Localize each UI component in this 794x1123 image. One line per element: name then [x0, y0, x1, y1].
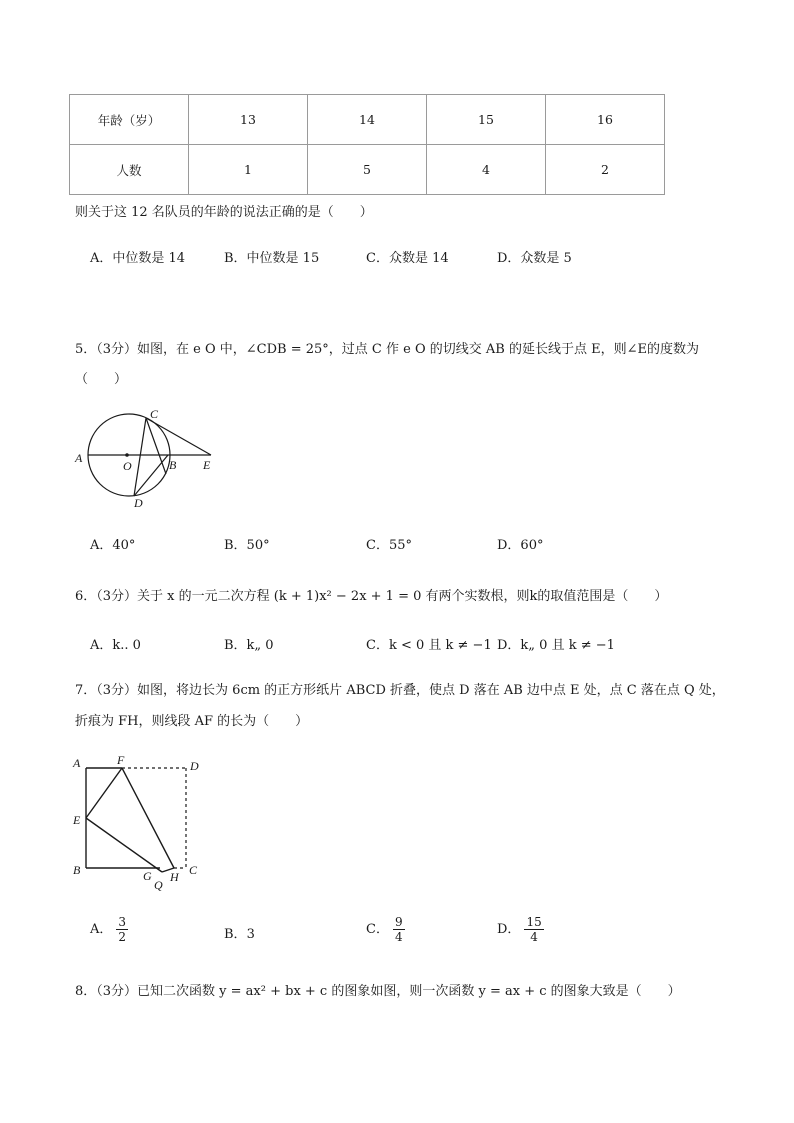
label-c: C [189, 863, 198, 877]
q5-option-a[interactable]: A．40° [90, 538, 136, 553]
q4-option-b[interactable]: B．中位数是 15 [224, 251, 320, 266]
table-cell: 4 [427, 145, 546, 195]
table-cell: 16 [546, 95, 665, 145]
q8-stem: 8．（3分）已知二次函数 y = ax² + bx + c 的图象如图，则一次函数 y = ax + c 的图象大致是（ ） [75, 984, 681, 999]
numerator: 3 [118, 915, 127, 929]
denominator: 2 [118, 930, 127, 944]
table-cell: 15 [427, 95, 546, 145]
table-header-label: 年龄（岁） [70, 95, 189, 145]
label-o: O [123, 459, 132, 473]
q5-stem-line2: （ ） [75, 372, 128, 387]
label-q: Q [154, 878, 163, 892]
q4-option-d[interactable]: D．众数是 5 [497, 251, 572, 266]
q5-stem-line1: 5．（3分）如图，在 e O 中，∠CDB = 25°，过点 C 作 e O 的切线交 AB 的延长线于点 E，则∠E的度数为 [75, 342, 699, 357]
q7-option-c[interactable] [366, 915, 405, 944]
table-cell: 2 [546, 145, 665, 195]
denominator: 4 [394, 930, 403, 944]
q6-option-a[interactable]: A．k.. 0 [90, 638, 141, 653]
q4-option-c[interactable]: C．众数是 14 [366, 251, 449, 266]
option-letter: A． [90, 922, 113, 937]
q5-circle-figure [70, 402, 230, 512]
option-letter: C． [366, 922, 389, 937]
table-cell: 5 [308, 145, 427, 195]
label-e: E [203, 458, 211, 472]
q7-option-a[interactable] [90, 915, 128, 944]
q6-option-b[interactable]: B．k„ 0 [224, 638, 274, 653]
table-row [70, 95, 665, 145]
option-letter: D． [497, 922, 521, 937]
label-f: F [117, 753, 125, 767]
option-letter: B． [224, 927, 247, 942]
q7-square-figure [70, 752, 210, 892]
table-cell: 1 [189, 145, 308, 195]
q5-option-c[interactable]: C．55° [366, 538, 412, 553]
option-value: 3 [246, 927, 255, 942]
q4-stem: 则关于这 12 名队员的年龄的说法正确的是（ ） [75, 205, 373, 220]
label-a: A [75, 451, 83, 465]
label-d: D [190, 759, 199, 773]
label-a: A [73, 756, 81, 770]
q6-stem: 6．（3分）关于 x 的一元二次方程 (k + 1)x² − 2x + 1 = 0 有两个实数根，则k的取值范围是（ ） [75, 589, 668, 604]
label-c: C [150, 407, 159, 421]
label-b: B [73, 863, 81, 877]
q4-option-a[interactable]: A．中位数是 14 [90, 251, 186, 266]
label-b: B [169, 458, 177, 472]
q5-option-b[interactable]: B．50° [224, 538, 270, 553]
table-cell: 14 [308, 95, 427, 145]
fraction [524, 915, 543, 944]
fraction [116, 915, 128, 944]
q7-stem-line1: 7．（3分）如图，将边长为 6cm 的正方形纸片 ABCD 折叠，使点 D 落在 AB 边中点 E 处，点 C 落在点 Q 处， [75, 683, 725, 698]
table-cell: 13 [189, 95, 308, 145]
age-table [69, 94, 665, 195]
numerator: 15 [526, 915, 542, 929]
label-d: D [134, 496, 143, 510]
q6-option-c[interactable]: C．k < 0 且 k ≠ −1 [366, 638, 492, 653]
q5-option-d[interactable]: D．60° [497, 538, 544, 553]
denominator: 4 [530, 930, 538, 944]
fraction [393, 915, 405, 944]
label-h: H [170, 870, 179, 884]
q7-option-d[interactable] [497, 915, 544, 944]
q7-option-b[interactable] [224, 923, 255, 942]
label-g: G [143, 869, 152, 883]
table-row [70, 145, 665, 195]
q7-stem-line2: 折痕为 FH，则线段 AF 的长为（ ） [75, 714, 309, 729]
label-e: E [73, 813, 81, 827]
q6-option-d[interactable]: D．k„ 0 且 k ≠ −1 [497, 638, 615, 653]
table-row-label: 人数 [70, 145, 189, 195]
numerator: 9 [394, 915, 403, 929]
